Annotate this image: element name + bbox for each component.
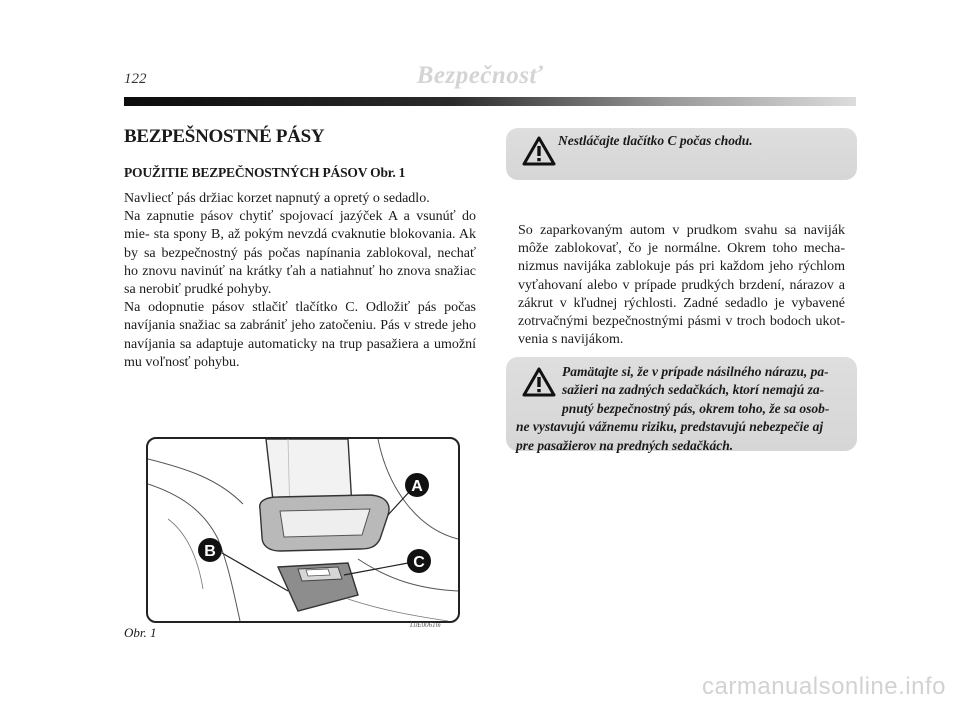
- page-heading: BEZPEŠNOSTNÉ PÁSY: [124, 126, 325, 147]
- warning-2-line-3: pnutý bezpečnostný pás, okrem toho, že sa osob-: [562, 400, 830, 416]
- header-bar: [124, 97, 856, 106]
- body-left: [124, 190, 476, 372]
- warning-text-2: [516, 363, 847, 455]
- page-number: 122: [124, 71, 147, 87]
- seatbelt-illustration: [148, 439, 458, 621]
- figure-code: L0E0061m: [410, 621, 441, 629]
- right-paragraph: So zaparkovaným autom v prudkom svahu sa naviják môže zablokovať, čo je normálne. Okrem toho mecha- nizmus navijáka zablokuje pás pri každom jeho rýchlom vyťahovaní alebo v prípade prudkých brzdení, nárazov a zákrut v kľudnej rýchlosti. Zadné sedadlo je vybavené zotrvačnými bezpečnostnými pásmi v troch bodoch ukot- venia s navijákom.: [518, 223, 845, 348]
- label-c: C: [413, 554, 425, 571]
- watermark: [0, 673, 960, 701]
- paragraph-3: Na odopnutie pásov stlačiť tlačítko C. Odložiť pás počas navíjania snažiac sa zabrániť jeho zatočeniu. Pás v strede jeho navíjania sa adaptuje automaticky na trup pasažiera a umožní mu voľnosť pohybu.: [124, 300, 476, 370]
- seatbelt-figure: [146, 437, 460, 623]
- warning-text-1: Nestláčajte tlačítko C počas chodu.: [558, 133, 753, 148]
- warning-box-2: [506, 357, 857, 451]
- warning-2-line-1: Pamätajte si, že v prípade násilného nárazu, pa-: [562, 364, 829, 379]
- figure-caption: Obr. 1: [124, 625, 157, 640]
- label-a: A: [411, 478, 423, 495]
- label-b: B: [204, 543, 216, 560]
- warning-2-line-5: pre pasažierov na predných sedačkách.: [516, 437, 734, 453]
- watermark-text: carmanualsonline.info: [702, 673, 946, 700]
- paragraph-1: Navliecť pás držiac korzet napnutý a opretý o sedadlo.: [124, 191, 430, 206]
- section-title: Bezpečnosť: [416, 62, 544, 89]
- paragraph-2: Na zapnutie pásov chytiť spojovací jazýček A a vsunúť do mie- sta spony B, až pokým nevzdá cvaknutie blokovania. Ak by sa bezpečnostný pás počas napínania zablokoval, nechať ho znovu navinúť na krátky ťah a natiahnuť ho znova snažiac sa nerobiť prudké pohyby.: [124, 209, 476, 298]
- warning-box-1: [506, 128, 857, 180]
- subheading: POUŽITIE BEZPEČNOSTNÝCH PÁSOV Obr. 1: [124, 165, 406, 180]
- warning-2-line-2: sažieri na zadných sedačkách, ktorí nemajú za-: [562, 382, 825, 398]
- warning-2-line-4: ne vystavujú vážnemu riziku, predstavujú nebezpečie aj: [516, 419, 824, 435]
- body-right: [518, 222, 845, 349]
- warning-triangle-icon: [522, 136, 556, 166]
